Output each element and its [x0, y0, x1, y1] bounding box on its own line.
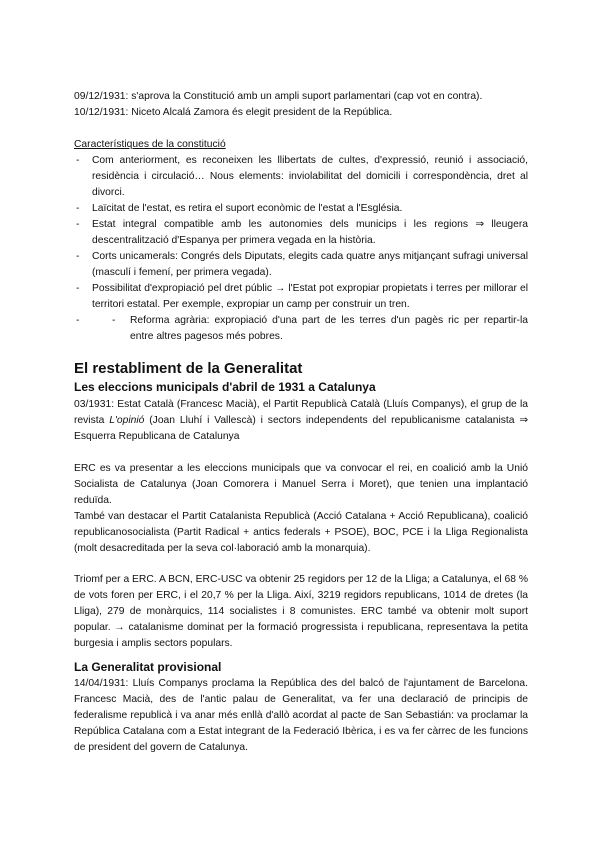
- constitution-list: [74, 153, 528, 345]
- paragraph-text: (Joan Lluhí i Vallescà) i sectors independents del republicanisme catalanista ⇒ Esquerra Republicana de Catalunya: [74, 415, 528, 442]
- constitution-heading: Característiques de la constitució: [74, 139, 226, 150]
- journal-title: L'opinió: [109, 415, 145, 426]
- paragraph-erc-coalition: ERC es va presentar a les eleccions municipals que va convocar el rei, en coalició amb la Unió Socialista de Catalunya (Joan Comorera i Manuel Serra i Moret), que tenien una implantació reduïda.: [74, 463, 528, 506]
- intro-line-constitution: 09/12/1931: s'aprova la Constitució amb un ampli suport parlamentari (cap vot en contra).: [74, 91, 483, 102]
- section-title: El restabliment de la Generalitat: [74, 360, 303, 377]
- paragraph-other-parties: També van destacar el Partit Catalanista Republicà (Acció Catalana + Acció Republicana), coalició republicanosocialista (Partit Radical + antics federals + PSOE), BOC, PCE i la Lliga Regionalista (molt desacreditada per la seva col·laboració amb la monarquia).: [74, 511, 528, 554]
- list-item: - Possibilitat d'expropiació pel dret públic → l'Estat pot expropiar propietats i terres per millorar el territori estatal. Per exemple, expropiar un camp per construir un tren.: [74, 281, 528, 313]
- intro-line-president: 10/12/1931: Niceto Alcalá Zamora és elegit president de la República.: [74, 107, 393, 118]
- list-item-container: [74, 313, 528, 345]
- section-subtitle-provisional: La Generalitat provisional: [74, 660, 222, 674]
- list-item: - Estat integral compatible amb les autonomies dels municips i les regions ⇒ lleugera descentralització d'Espanya per primera vegada en la història.: [74, 217, 528, 249]
- paragraph-election-results: Triomf per a ERC. A BCN, ERC-USC va obtenir 25 regidors per 12 de la Lliga; a Catalunya, el 68 % de vots foren per ERC, i el 20,7 % per la Lliga. Així, 3219 regidors republicans, 1014 de dretes (la Lliga), 279 de monàrquics, 114 socialistes i 8 comunistes. ERC també va obtenir molt suport popular. → catalanisme dominat per la formació progressista i republicana, representava la petita burgesia i amplis sectors populars.: [74, 574, 528, 649]
- list-item: - Laïcitat de l'estat, es retira el suport econòmic de l'estat a l'Església.: [74, 201, 528, 217]
- section-subtitle-elections: Les eleccions municipals d'abril de 1931 a Catalunya: [74, 380, 376, 394]
- list-subitem: - - Reforma agrària: expropiació d'una part de les terres d'un pagès ric per repartir-la entre altres pagesos més pobres.: [74, 313, 528, 345]
- list-item: - Corts unicamerals: Congrés dels Diputats, elegits cada quatre anys mitjançant sufragi universal (masculí i femení, per primera vegada).: [74, 249, 528, 281]
- paragraph-republic-proclamation: 14/04/1931: Lluís Companys proclama la República des del balcó de l'ajuntament de Barcelona. Francesc Macià, des de l'antic palau de Generalitat, va fer una declaració de principis de federalisme republicà i va anar més enllà d'allò acordat al pacte de San Sebastián: va proclamar la República Catalana com a Estat integrant de la Federació Ibèrica, i es va fer càrrec de les funcions de president del govern de Catalunya.: [74, 678, 528, 753]
- paragraph-text: 03/1931: Estat Català (Francesc Macià), el Partit Republicà Català (Lluís Companys), el grup de la revista: [74, 399, 528, 426]
- list-item: - Com anteriorment, es reconeixen les llibertats de cultes, d'expressió, reunió i associació, residència i circulació… Nous elements: inviolabilitat del domicili i correspondència, dret al divorci.: [74, 153, 528, 201]
- paragraph-erc-founding: [74, 397, 528, 445]
